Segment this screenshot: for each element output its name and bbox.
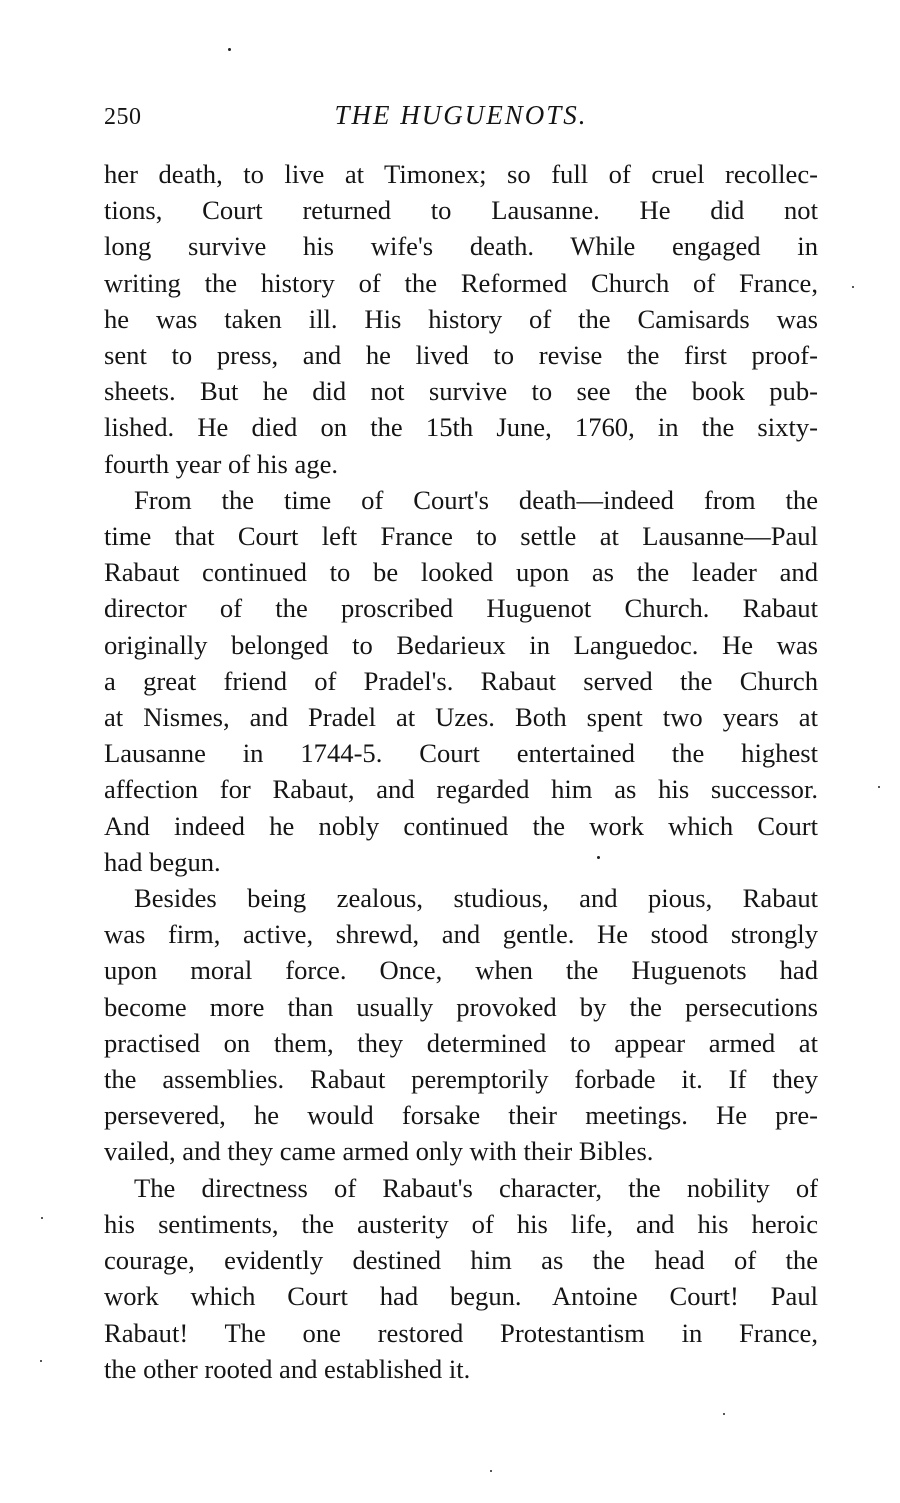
paragraph-3 <box>104 880 818 1170</box>
text-line: Besides being zealous, studious, and pious, Rabaut <box>134 883 818 914</box>
paragraph-2 <box>104 482 818 880</box>
text-line: lished. He died on the 15th June, 1760, in the sixty- <box>104 412 818 443</box>
text-line: Rabaut! The one restored Protestantism in France, <box>104 1317 818 1348</box>
print-speck <box>41 1217 43 1219</box>
text-line: the other rooted and established it. <box>104 1353 471 1384</box>
text-line: long survive his wife's death. While engaged in <box>104 231 818 262</box>
print-speck <box>40 1360 42 1362</box>
text-line: And indeed he nobly continued the work which Court <box>104 810 818 841</box>
text-line: was firm, active, shrewd, and gentle. He stood strongly <box>104 919 818 950</box>
print-speck <box>597 856 600 859</box>
text-line: Rabaut continued to be looked upon as the leader and <box>104 557 818 588</box>
text-line: sheets. But he did not survive to see the book pub- <box>104 376 818 407</box>
text-line: his sentiments, the austerity of his life, and his heroic <box>104 1208 818 1239</box>
text-line: vailed, and they came armed only with their Bibles. <box>104 1136 654 1167</box>
text-line: writing the history of the Reformed Church of France, <box>104 267 818 298</box>
text-line: at Nismes, and Pradel at Uzes. Both spent two years at <box>104 702 818 733</box>
text-line: The directness of Rabaut's character, the nobility of <box>134 1172 818 1203</box>
print-speck <box>878 786 880 788</box>
text-line: practised on them, they determined to appear armed at <box>104 1027 818 1058</box>
text-line: affection for Rabaut, and regarded him as his successor. <box>104 774 818 805</box>
page-header <box>104 100 818 140</box>
page-number: 250 <box>104 104 142 130</box>
text-line: become more than usually provoked by the persecutions <box>104 991 818 1022</box>
text-line: time that Court left France to settle at Lausanne—Paul <box>104 521 818 552</box>
text-line: courage, evidently destined him as the head of the <box>104 1245 818 1276</box>
text-line: persevered, he would forsake their meetings. He pre- <box>104 1100 818 1131</box>
text-line: work which Court had begun. Antoine Court! Paul <box>104 1281 818 1312</box>
paragraph-4 <box>104 1170 818 1387</box>
print-speck <box>723 1413 725 1415</box>
text-line: tions, Court returned to Lausanne. He did not <box>104 195 818 226</box>
text-line: sent to press, and he lived to revise the first proof- <box>104 340 818 371</box>
text-line: upon moral force. Once, when the Huguenots had <box>104 955 818 986</box>
text-line: From the time of Court's death—indeed from the <box>134 484 818 515</box>
print-speck <box>490 1470 492 1472</box>
text-line: her death, to live at Timonex; so full of cruel recollec- <box>104 159 818 189</box>
text-line: director of the proscribed Huguenot Church. Rabaut <box>104 593 818 624</box>
text-line: Lausanne in 1744-5. Court entertained the highest <box>104 738 818 769</box>
running-title: THE HUGUENOTS. <box>334 100 588 130</box>
text-line: he was taken ill. His history of the Camisards was <box>104 303 818 334</box>
text-line: had begun. <box>104 846 221 877</box>
paragraph-1 <box>104 156 818 482</box>
text-line: fourth year of his age. <box>104 448 339 479</box>
print-speck <box>228 48 231 51</box>
body-text <box>104 156 818 1387</box>
text-line: the assemblies. Rabaut peremptorily forbade it. If they <box>104 1064 818 1095</box>
text-line: a great friend of Pradel's. Rabaut served the Church <box>104 665 818 696</box>
print-speck <box>852 286 854 288</box>
text-line: originally belonged to Bedarieux in Languedoc. He was <box>104 629 818 660</box>
